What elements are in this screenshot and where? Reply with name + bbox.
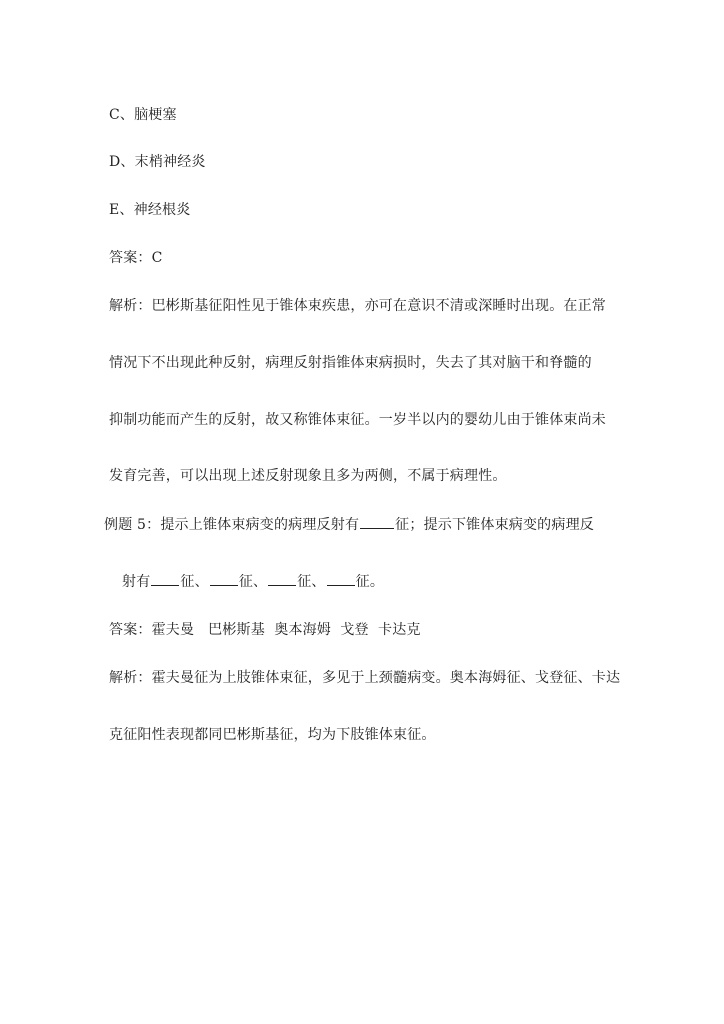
- q5-separator: 征、: [180, 574, 209, 590]
- fill-blank: [360, 516, 394, 529]
- option-e: E、神经根炎: [109, 202, 191, 218]
- option-c: C、脑梗塞: [109, 107, 177, 123]
- q4-analysis-line-3: 抑制功能而产生的反射，故又称锥体束征。一岁半以内的婴幼儿由于锥体束尚未: [109, 412, 606, 428]
- fill-blank: [268, 573, 296, 586]
- q4-answer: 答案：C: [109, 250, 163, 266]
- q4-analysis-line-4: 发育完善，可以出现上述反射现象且多为两侧，不属于病理性。: [109, 468, 507, 484]
- q5-separator: 征、: [238, 574, 268, 590]
- q4-analysis-line-1: 解析：巴彬斯基征阳性见于锥体束疾患，亦可在意识不清或深睡时出现。在正常: [109, 298, 606, 314]
- q5-question-text-2: 征；提示下锥体束病变的病理反: [395, 517, 594, 533]
- fill-blank: [151, 573, 179, 586]
- option-d: D、末梢神经炎: [109, 154, 206, 170]
- q5-answer: 答案：霍夫曼 巴彬斯基 奥本海姆 戈登 卡达克: [109, 622, 421, 638]
- q5-analysis-line-2: 克征阳性表现都同巴彬斯基征，均为下肢锥体束征。: [109, 727, 436, 743]
- q5-separator: 征、: [297, 574, 326, 590]
- fill-blank: [327, 573, 355, 586]
- q5-analysis-line-1: 解析：霍夫曼征为上肢锥体束征，多见于上颈髓病变。奥本海姆征、戈登征、卡达: [109, 670, 621, 686]
- q5-question-text-3: 射有: [122, 574, 151, 590]
- q5-question-line-1: [104, 516, 594, 534]
- q5-question-line-2: [122, 573, 384, 591]
- q5-question-text-1: 例题 5：提示上锥体束病变的病理反射有: [104, 517, 360, 533]
- q4-analysis-line-2: 情况下不出现此种反射，病理反射指锥体束病损时，失去了其对脑干和脊髓的: [109, 355, 592, 371]
- q5-question-end: 征。: [355, 574, 385, 590]
- fill-blank: [210, 573, 238, 586]
